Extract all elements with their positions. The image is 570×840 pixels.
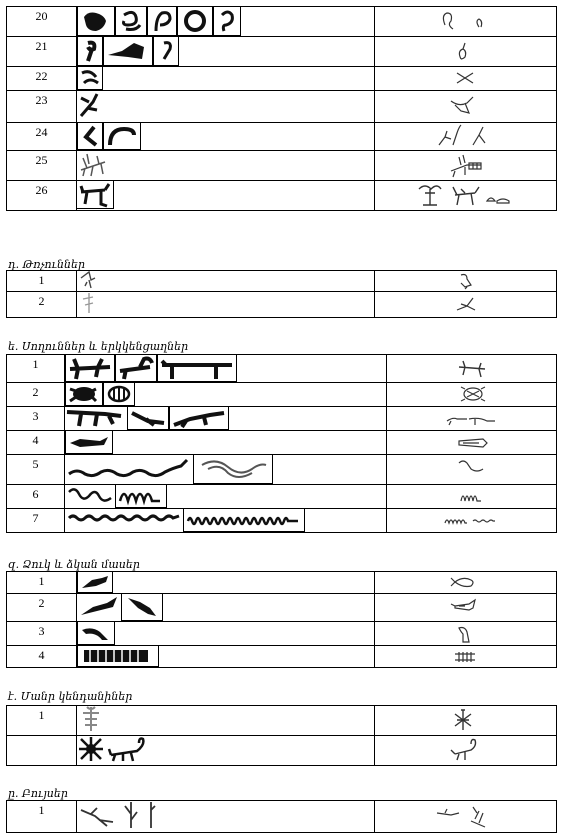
sample-cell <box>375 91 557 123</box>
table-row <box>7 509 557 533</box>
sample-cell <box>387 407 557 431</box>
glyph-cell <box>77 271 375 292</box>
table-row <box>7 646 557 668</box>
antlered-animal-glyph <box>77 151 113 179</box>
glyph-cell <box>77 91 375 123</box>
curled-horn-glyph <box>103 123 141 151</box>
section-heading-reptiles: ե. Սողուններ և երկկենցաղներ <box>8 340 189 353</box>
hook-sample <box>375 37 557 65</box>
shell-glyph <box>103 383 135 407</box>
glyph-cell <box>65 455 387 485</box>
row-number: 3 <box>7 407 65 431</box>
animal-head-glyph <box>77 7 115 37</box>
table-row <box>7 736 557 766</box>
row-number: 25 <box>7 151 77 181</box>
fish-lizard-glyph <box>65 431 113 455</box>
insect-glyph <box>77 706 105 734</box>
table-row <box>7 91 557 123</box>
row-number: 1 <box>7 355 65 383</box>
sample-cell <box>375 292 557 318</box>
lizard-sample <box>387 355 557 381</box>
bird-sample <box>375 271 557 291</box>
sample-cell <box>375 37 557 67</box>
coiled-snake-glyph <box>193 455 273 485</box>
glyph-cell <box>65 355 387 383</box>
hook-glyph <box>77 37 103 67</box>
crocodile-head-sample <box>387 431 557 453</box>
glyph-cell <box>65 509 387 533</box>
twig-glyph <box>121 801 143 831</box>
table-row <box>7 151 557 181</box>
fish-sample <box>375 572 557 592</box>
sample-cell <box>375 706 557 736</box>
row-number: 6 <box>7 485 65 509</box>
sample-cell <box>387 383 557 407</box>
table-row <box>7 594 557 622</box>
table-row <box>7 123 557 151</box>
glyph-cell <box>77 181 375 211</box>
row-number: 5 <box>7 455 65 485</box>
row-number: 4 <box>7 646 77 668</box>
wave-sample <box>387 509 557 531</box>
long-lizard-glyph <box>157 355 237 383</box>
sample-cell <box>387 485 557 509</box>
angle-glyph <box>77 123 103 151</box>
table-row <box>7 431 557 455</box>
row-number: 2 <box>7 594 77 622</box>
sample-cell <box>375 736 557 766</box>
table-row <box>7 572 557 594</box>
table-row <box>7 801 557 833</box>
scorpion-glyph <box>107 736 153 764</box>
coil-glyph <box>177 7 213 37</box>
goat-sample <box>375 123 557 149</box>
row-number: 1 <box>7 572 77 594</box>
sample-cell <box>387 355 557 383</box>
table-row <box>7 455 557 485</box>
table-row <box>7 292 557 318</box>
glyph-cell <box>77 594 375 622</box>
table-row <box>7 355 557 383</box>
sample-cell <box>375 801 557 833</box>
row-number: 1 <box>7 706 77 736</box>
spine-sample <box>375 646 557 666</box>
fish-body-sample <box>375 594 557 620</box>
sample-cell <box>375 271 557 292</box>
row-number: 22 <box>7 67 77 91</box>
glyph-cell <box>77 622 375 646</box>
lizard-glyph <box>65 355 115 383</box>
sample-cell <box>375 67 557 91</box>
faded-bird-glyph <box>77 292 101 316</box>
long-snake-glyph <box>65 455 193 483</box>
table-row <box>7 485 557 509</box>
sample-cell <box>375 123 557 151</box>
glyph-cell <box>77 292 375 318</box>
animal-body-glyph <box>103 37 153 67</box>
sample-cell <box>375 646 557 668</box>
reptiles-table <box>6 354 557 533</box>
row-number: 24 <box>7 123 77 151</box>
turtle-sample <box>387 383 557 405</box>
row-number: 2 <box>7 383 65 407</box>
table-row <box>7 271 557 292</box>
table-row <box>7 383 557 407</box>
row-number: 21 <box>7 37 77 67</box>
glyph-cell <box>77 67 375 91</box>
glyph-cell <box>65 485 387 509</box>
small-hook-glyph <box>153 37 179 67</box>
loop-glyph <box>147 7 177 37</box>
sample-cell <box>375 572 557 594</box>
small-lizard-glyph <box>115 355 157 383</box>
wavy-snake-glyph <box>65 485 115 507</box>
row-number: 3 <box>7 622 77 646</box>
row-number: 26 <box>7 181 77 211</box>
table-row <box>7 622 557 646</box>
glyph-cell <box>77 572 375 594</box>
glyph-cell <box>77 151 375 181</box>
long-wave-glyph <box>65 509 183 531</box>
section-heading-birds: դ. Թռչուններ <box>8 258 85 271</box>
tree-animal-sample <box>375 181 557 209</box>
insect-sample <box>375 706 557 734</box>
dense-wave-glyph <box>183 509 305 533</box>
deer-ladder-sample <box>375 151 557 179</box>
quadruped-glyph <box>77 181 114 210</box>
sample-cell <box>375 151 557 181</box>
stem-glyph <box>143 801 159 831</box>
glyph-cell <box>77 706 375 736</box>
row-number: 1 <box>7 271 77 292</box>
row-number: 4 <box>7 431 65 455</box>
fish-spine-glyph <box>77 646 159 668</box>
glyph-cell <box>65 407 387 431</box>
table-row <box>7 67 557 91</box>
crocodile-sample <box>387 407 557 429</box>
table-row <box>7 37 557 67</box>
table-row <box>7 706 557 736</box>
plants-table <box>6 800 557 833</box>
row-number: 1 <box>7 801 77 833</box>
zigzag-sample <box>387 485 557 507</box>
crocodile-glyph <box>65 407 127 429</box>
branch-sample <box>375 801 557 831</box>
row-number: 2 <box>7 292 77 318</box>
section-heading-insects: է. Մանր կենդանիներ <box>8 690 133 703</box>
row-number: 7 <box>7 509 65 533</box>
branch-glyph <box>77 801 121 831</box>
fish-body-glyph <box>77 594 121 620</box>
glyph-cell <box>77 7 375 37</box>
sample-cell <box>375 181 557 211</box>
row-number <box>7 736 77 766</box>
sample-cell <box>387 431 557 455</box>
antelope-head-glyph <box>77 91 101 121</box>
long-crocodile-glyph <box>169 407 229 431</box>
mammals-table <box>6 6 557 211</box>
spiral-glyph <box>115 7 147 37</box>
flying-bird-sample <box>375 292 557 316</box>
table-row <box>7 181 557 211</box>
sample-cell <box>387 509 557 533</box>
zigzag-glyph <box>115 485 167 509</box>
sample-cell <box>375 622 557 646</box>
table-row <box>7 7 557 37</box>
snake-sample <box>387 455 557 483</box>
glyph-cell <box>77 736 375 766</box>
glyph-cell <box>65 383 387 407</box>
antelope-head-sample <box>375 91 557 121</box>
row-number: 20 <box>7 7 77 37</box>
turtle-glyph <box>65 383 103 407</box>
cross-sample <box>375 67 557 89</box>
loop-sample <box>375 7 557 35</box>
birds-table <box>6 270 557 318</box>
bird-glyph <box>77 271 101 291</box>
fish-glyph <box>77 572 113 594</box>
scorpion-sample <box>375 736 557 764</box>
glyph-cell <box>77 801 375 833</box>
fish-tail-glyph <box>121 594 163 622</box>
insects-table <box>6 705 557 766</box>
sample-cell <box>375 7 557 37</box>
table-row <box>7 407 557 431</box>
glyph-cell <box>77 646 375 668</box>
sample-cell <box>375 594 557 622</box>
spider-glyph <box>77 736 107 764</box>
sample-cell <box>387 455 557 485</box>
small-loop-glyph <box>213 7 241 37</box>
glyph-cell <box>65 431 387 455</box>
row-number: 23 <box>7 91 77 123</box>
glyph-cell <box>77 37 375 67</box>
fish-table <box>6 571 557 668</box>
section-heading-plants: ը. Բույսեր <box>8 787 68 800</box>
small-crocodile-glyph <box>127 407 169 431</box>
fin-sample <box>375 622 557 644</box>
section-heading-fish: զ. Ձուկ և ձկան մասեր <box>8 558 140 571</box>
cross-curve-glyph <box>77 67 103 91</box>
fin-glyph <box>77 622 115 646</box>
glyph-cell <box>77 123 375 151</box>
